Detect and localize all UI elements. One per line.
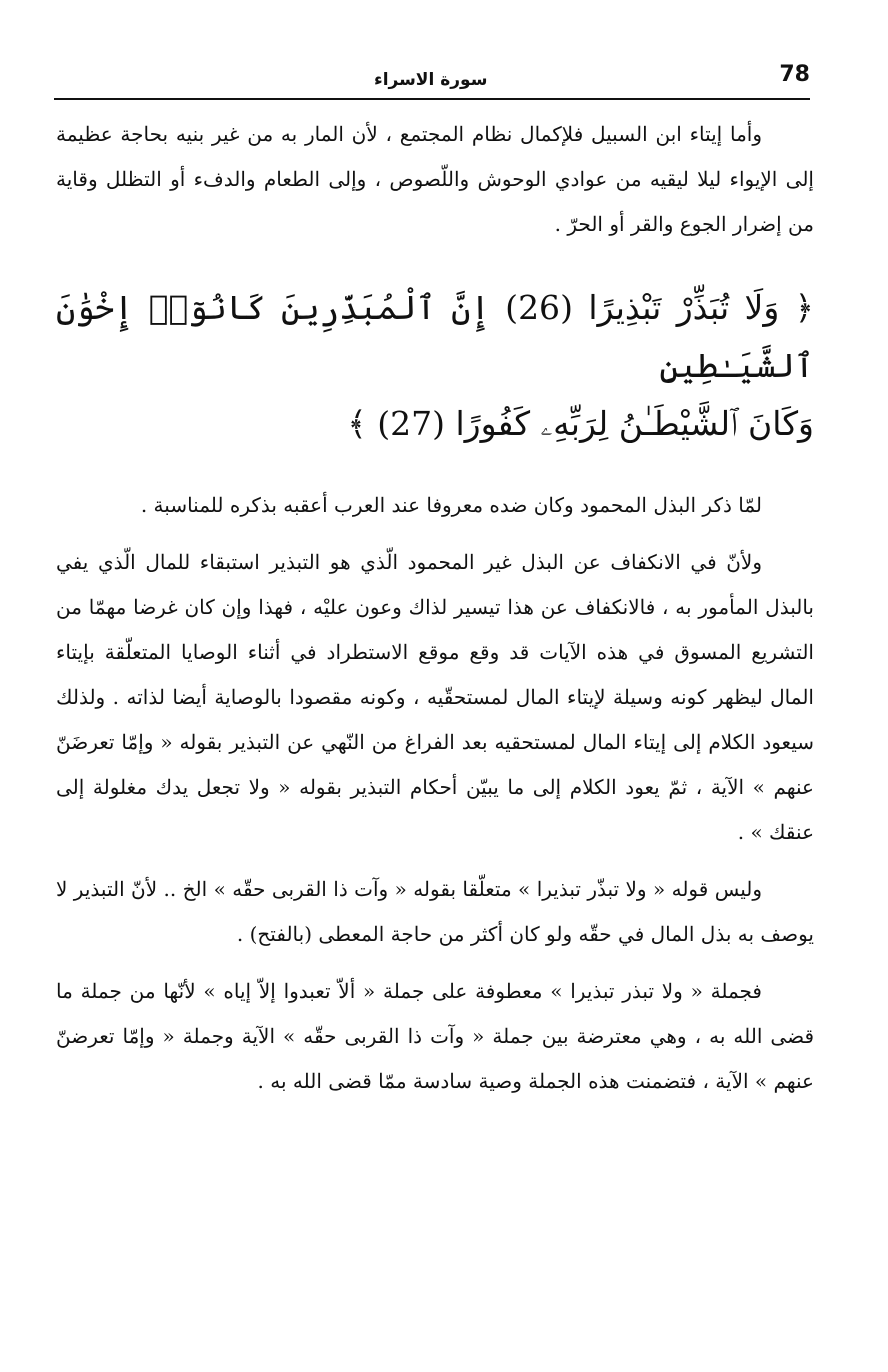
paragraph-commentary-4: فجملة « ولا تبذر تبذيرا » معطوفة على جملة « ألاّ تعبدوا إلاّ إياه » لأنّها من جملة ما قضى الله به ، وهي معترضة بين جملة « وآت ذا القربى حقّه » الآية وجملة « وإمّا تعرضنّ عنهم » الآية ، فتضمنت هذه الجملة وصية سادسة ممّا قضى الله به . bbox=[56, 979, 814, 1093]
paragraph-commentary-1: لمّا ذكر البذل المحمود وكان ضده معروفا عند العرب أعقبه بذكره للمناسبة . bbox=[140, 493, 762, 517]
header-divider bbox=[54, 98, 810, 100]
surah-title: سورة الاسراء bbox=[374, 70, 488, 90]
paragraph-ibn-sabil: وأما إيتاء ابن السبيل فلإكمال نظام المجتمع ، لأن المار به من غير بنيه بحاجة عظيمة إلى الإيواء ليلا ليقيه من عوادي الوحوش واللّصوص ، وإلى الطعام والدفء أو التظلل وقاية من إضرار الجوع والقر أو الحرّ . bbox=[56, 122, 814, 236]
page-content bbox=[56, 112, 814, 1104]
page-header bbox=[54, 58, 810, 102]
page-number: 78 bbox=[779, 62, 810, 87]
verse-line-2: وَكَانَ ٱلشَّيْطَـٰنُ لِرَبِّهِۦ كَفُورًا (27) ﴾ bbox=[347, 404, 814, 443]
quran-verse bbox=[56, 279, 814, 453]
paragraph-commentary-3: وليس قوله « ولا تبذّر تبذيرا » متعلّقا بقوله « وآت ذا القربى حقّه » الخ .. لأنّ التبذير لا يوصف به بذل المال في حقّه ولو كان أكثر من حاجة المعطى (بالفتح) . bbox=[56, 877, 814, 946]
verse-line-1: ﴿ وَلَا تُبَذِّرْ تَبْذِيرًا (26) إِنَّ ٱلْمُبَذِّرِينَ كَانُوٓا۟ إِخْوَٰنَ ٱلشَّيَـٰطِينِ bbox=[56, 288, 814, 385]
paragraph-commentary-2: ولأنّ في الانكفاف عن البذل غير المحمود الّذي هو التبذير استبقاء للمال الّذي يفي بالبذل المأمور به ، فالانكفاف عن هذا تيسير لذاك وعون عليْه ، فهذا وإن كان غرضا مهمّا من التشريع المسوق في هذه الآيات قد وقع موقع الاستطراد في أثناء الوصايا المتعلّقة بإيتاء المال ليظهر كونه وسيلة لإيتاء المال لمستحقّيه ، وكونه مقصودا بالوصاية أيضا لذاته . ولذلك سيعود الكلام إلى إيتاء المال لمستحقيه بعد الفراغ من النّهي عن التبذير بقوله « وإمّا تعرضَنّ عنهم » الآية ، ثمّ يعود الكلام إلى ما يبيّن أحكام التبذير بقوله « ولا تجعل يدك مغلولة إلى عنقك » . bbox=[56, 550, 814, 844]
